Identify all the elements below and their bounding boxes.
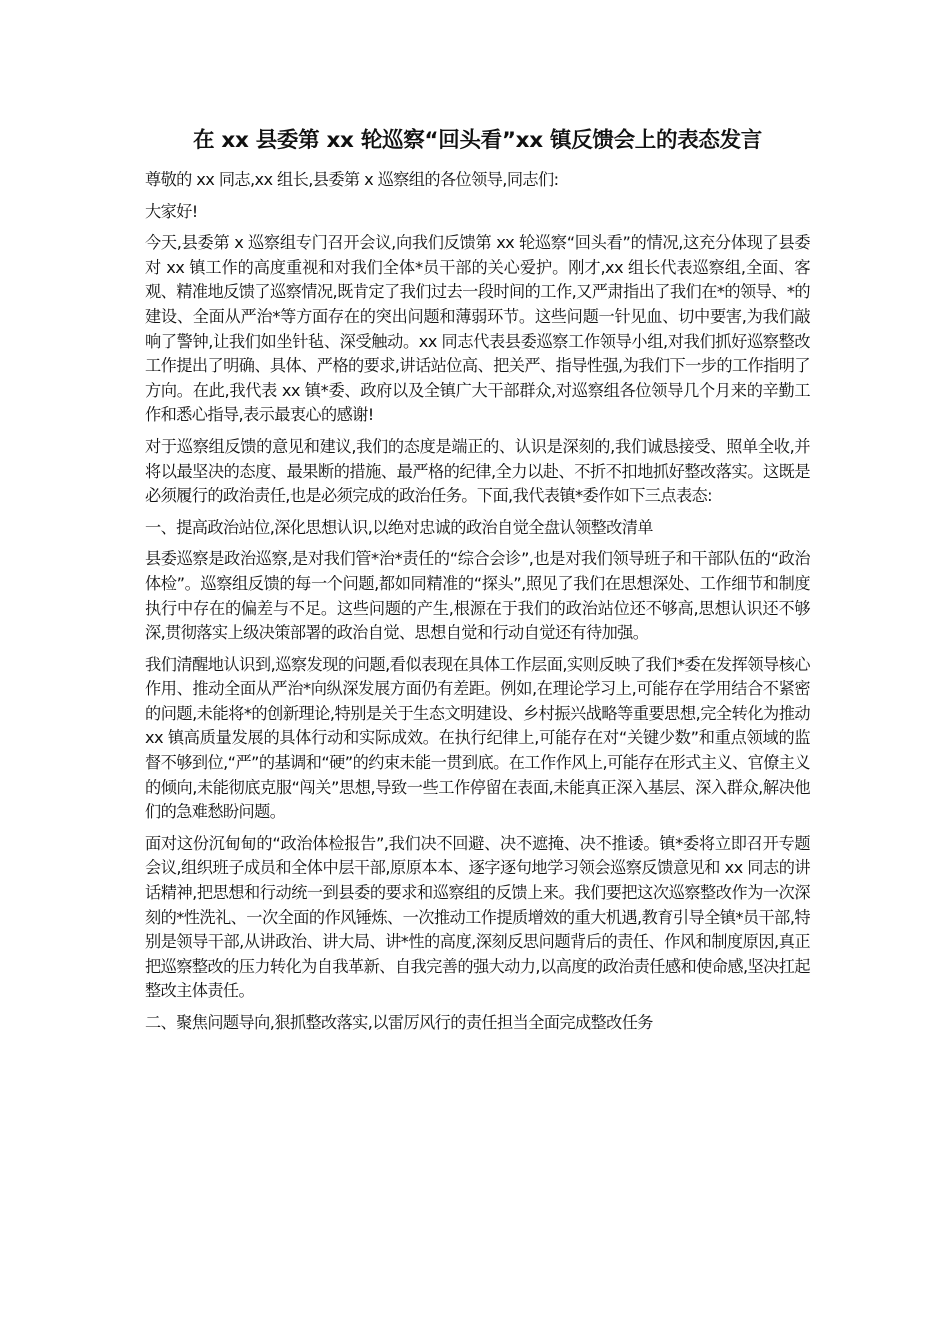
greeting: 大家好!	[145, 201, 198, 221]
paragraph-section1-b: 我们清醒地认识到,巡察发现的问题,看似表现在具体工作层面,实则反映了我们*委在发挥领导核心作用、推动全面从严治*向纵深发展方面仍有差距。例如,在理论学习上,可能存在学用结合不紧密的问题,未能将*的创新理论,特别是关于生态文明建设、乡村振兴战略等重要思想,完全转化为推动 xx 镇高质量发展的具体行动和实际成效。在执行纪律上,可能存在对“关键少数”和重点领域的监督不够到位,“严”的基调和“硬”的约束未能一贯到底。在工作作风上,可能存在形式主义、官僚主义的倾向,未能彻底克服“闯关”思想,导致一些工作停留在表面,未能真正深入基层、深入群众,解决他们的急难愁盼问题。	[145, 654, 810, 822]
paragraph-attitude: 对于巡察组反馈的意见和建议,我们的态度是端正的、认识是深刻的,我们诚恳接受、照单全收,并将以最坚决的态度、最果断的措施、最严格的纪律,全力以赴、不折不扣地抓好整改落实。这既是必须履行的政治责任,也是必须完成的政治任务。下面,我代表镇*委作如下三点表态:	[145, 436, 810, 506]
salutation: 尊敬的 xx 同志,xx 组长,县委第 x 巡察组的各位领导,同志们:	[145, 170, 559, 189]
section-heading-1: 一、提高政治站位,深化思想认识,以绝对忠诚的政治自觉全盘认领整改清单	[145, 517, 653, 537]
document-title: 在 xx 县委第 xx 轮巡察“回头看”xx 镇反馈会上的表态发言	[193, 128, 762, 153]
paragraph-section1-c: 面对这份沉甸甸的“政治体检报告”,我们决不回避、决不遮掩、决不推诿。镇*委将立即召开专题会议,组织班子成员和全体中层干部,原原本本、逐字逐句地学习领会巡察反馈意见和 xx 同志的讲话精神,把思想和行动统一到县委的要求和巡察组的反馈上来。我们要把这次巡察整改作为一次深刻的*性洗礼、一次全面的作风锤炼、一次推动工作提质增效的重大机遇,教育引导全镇*员干部,特别是领导干部,从讲政治、讲大局、讲*性的高度,深刻反思问题背后的责任、作风和制度原因,真正把巡察整改的压力转化为自我革新、自我完善的强大动力,以高度的政治责任感和使命感,坚决扛起整改主体责任。	[145, 833, 810, 1001]
paragraph-section1-a: 县委巡察是政治巡察,是对我们管*治*责任的“综合会诊”,也是对我们领导班子和干部队伍的“政治体检”。巡察组反馈的每一个问题,都如同精准的“探头”,照见了我们在思想深处、工作细节和制度执行中存在的偏差与不足。这些问题的产生,根源在于我们的政治站位还不够高,思想认识还不够深,贯彻落实上级决策部署的政治自觉、思想自觉和行动自觉还有待加强。	[145, 549, 810, 643]
paragraph-intro: 今天,县委第 x 巡察组专门召开会议,向我们反馈第 xx 轮巡察“回头看”的情况,这充分体现了县委对 xx 镇工作的高度重视和对我们全体*员干部的关心爱护。刚才,xx 组长代表巡察组,全面、客观、精准地反馈了巡察情况,既肯定了我们过去一段时间的工作,又严肃指出了我们在*的领导、*的建设、全面从严治*等方面存在的突出问题和薄弱环节。这些问题一针见血、切中要害,为我们敲响了警钟,让我们如坐针毡、深受触动。xx 同志代表县委巡察工作领导小组,对我们抓好巡察整改工作提出了明确、具体、严格的要求,讲话站位高、把关严、指导性强,为我们下一步的工作指明了方向。在此,我代表 xx 镇*委、政府以及全镇广大干部群众,对巡察组各位领导几个月来的辛勤工作和悉心指导,表示最衷心的感谢!	[145, 233, 810, 425]
section-heading-2: 二、聚焦问题导向,狠抓整改落实,以雷厉风行的责任担当全面完成整改任务	[145, 1013, 653, 1032]
document-page	[145, 126, 810, 1043]
